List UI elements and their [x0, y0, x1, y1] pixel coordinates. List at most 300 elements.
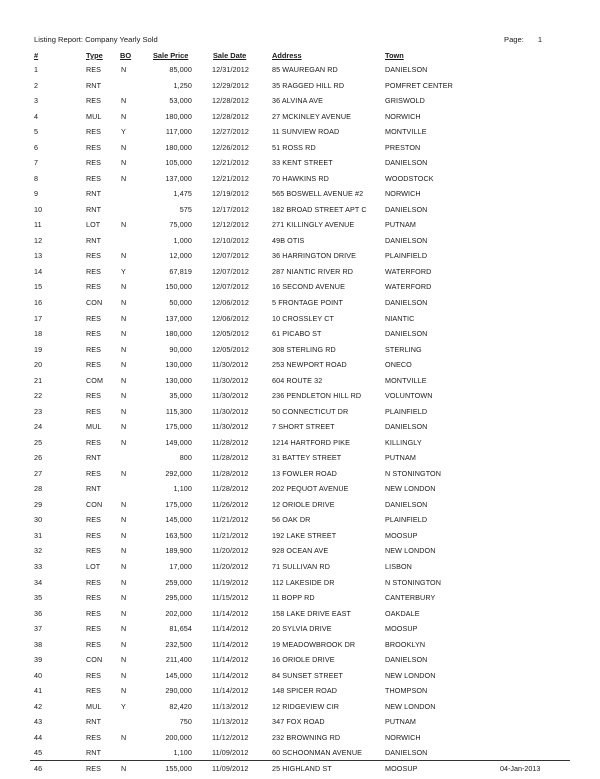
- row-number: 25: [34, 437, 43, 447]
- row-number: 6: [34, 142, 39, 152]
- row-number: 29: [34, 499, 43, 509]
- bo-flag: N: [121, 142, 127, 152]
- table-row: [0, 112, 600, 128]
- sale-price: 150,000: [165, 282, 192, 292]
- sale-price: 105,000: [165, 158, 192, 168]
- town: DANIELSON: [385, 204, 428, 214]
- sale-price: 75,000: [169, 220, 192, 230]
- address: 25 HIGHLAND ST: [272, 763, 332, 773]
- sale-date: 12/21/2012: [212, 158, 249, 168]
- table-row: [0, 329, 600, 345]
- property-type: RNT: [86, 484, 102, 494]
- row-number: 19: [34, 344, 43, 354]
- address: 308 STERLING RD: [272, 344, 336, 354]
- row-number: 23: [34, 406, 43, 416]
- sale-price: 232,500: [165, 639, 192, 649]
- row-number: 4: [34, 111, 39, 121]
- town: DANIELSON: [385, 422, 428, 432]
- sale-price: 575: [179, 204, 192, 214]
- property-type: CON: [86, 499, 103, 509]
- town: DANIELSON: [385, 499, 428, 509]
- bo-flag: N: [121, 111, 127, 121]
- property-type: RNT: [86, 717, 102, 727]
- property-type: RES: [86, 546, 102, 556]
- bo-flag: N: [121, 499, 127, 509]
- address: 347 FOX ROAD: [272, 717, 325, 727]
- row-number: 27: [34, 468, 43, 478]
- sale-date: 11/30/2012: [212, 391, 249, 401]
- table-row: [0, 500, 600, 516]
- sale-date: 11/13/2012: [212, 717, 249, 727]
- town: NORWICH: [385, 111, 421, 121]
- bo-flag: N: [121, 639, 127, 649]
- sale-date: 11/14/2012: [212, 624, 249, 634]
- town: WATERFORD: [385, 266, 432, 276]
- address: 85 WAUREGAN RD: [272, 65, 338, 74]
- sale-price: 90,000: [169, 344, 192, 354]
- row-number: 21: [34, 375, 43, 385]
- property-type: RNT: [86, 189, 102, 199]
- bo-flag: N: [121, 344, 127, 354]
- sale-date: 11/28/2012: [212, 437, 249, 447]
- row-number: 22: [34, 391, 43, 401]
- property-type: RES: [86, 251, 102, 261]
- bo-flag: N: [121, 670, 127, 680]
- town: NORWICH: [385, 732, 421, 742]
- sale-date: 11/28/2012: [212, 453, 249, 463]
- sale-date: 11/19/2012: [212, 577, 249, 587]
- property-type: RES: [86, 530, 102, 540]
- town: DANIELSON: [385, 65, 428, 74]
- bo-flag: N: [121, 468, 127, 478]
- sale-price: 82,420: [169, 701, 192, 711]
- column-header-sale-date: Sale Date: [213, 51, 247, 60]
- bo-flag: N: [121, 173, 127, 183]
- row-number: 28: [34, 484, 43, 494]
- table-row: [0, 469, 600, 485]
- town: PUTNAM: [385, 220, 416, 230]
- property-type: RES: [86, 639, 102, 649]
- town: DANIELSON: [385, 297, 428, 307]
- address: 11 BOPP RD: [272, 593, 315, 603]
- sale-price: 67,819: [169, 266, 192, 276]
- sale-date: 12/07/2012: [212, 251, 249, 261]
- bo-flag: N: [121, 360, 127, 370]
- sale-date: 11/09/2012: [212, 748, 249, 758]
- table-row: [0, 220, 600, 236]
- sale-date: 12/07/2012: [212, 282, 249, 292]
- row-number: 31: [34, 530, 43, 540]
- town: ONECO: [385, 360, 412, 370]
- sale-price: 53,000: [169, 96, 192, 106]
- address: 56 OAK DR: [272, 515, 311, 525]
- row-number: 46: [34, 763, 43, 773]
- sale-price: 292,000: [165, 468, 192, 478]
- sale-price: 35,000: [169, 391, 192, 401]
- table-row: [0, 733, 600, 749]
- sale-date: 12/26/2012: [212, 142, 249, 152]
- listing-table-body: [0, 65, 600, 779]
- town: STERLING: [385, 344, 422, 354]
- property-type: RES: [86, 96, 102, 106]
- sale-price: 85,000: [169, 65, 192, 74]
- property-type: RES: [86, 437, 102, 447]
- table-row: [0, 205, 600, 221]
- bo-flag: N: [121, 530, 127, 540]
- property-type: RES: [86, 65, 102, 74]
- report-title: Listing Report: Company Yearly Sold: [34, 35, 158, 44]
- address: 60 SCHOONMAN AVENUE: [272, 748, 363, 758]
- sale-price: 117,000: [165, 127, 192, 137]
- property-type: RES: [86, 670, 102, 680]
- column-header-sale-price: Sale Price: [153, 51, 189, 60]
- sale-date: 11/14/2012: [212, 686, 249, 696]
- table-row: [0, 686, 600, 702]
- bo-flag: N: [121, 686, 127, 696]
- sale-date: 11/21/2012: [212, 530, 249, 540]
- sale-date: 11/12/2012: [212, 732, 249, 742]
- town: DANIELSON: [385, 158, 428, 168]
- sale-price: 115,300: [165, 406, 192, 416]
- town: MOOSUP: [385, 530, 418, 540]
- property-type: LOT: [86, 220, 101, 230]
- bo-flag: N: [121, 297, 127, 307]
- row-number: 41: [34, 686, 43, 696]
- property-type: RES: [86, 468, 102, 478]
- sale-price: 12,000: [169, 251, 192, 261]
- sale-date: 11/28/2012: [212, 484, 249, 494]
- row-number: 15: [34, 282, 43, 292]
- property-type: RNT: [86, 748, 102, 758]
- sale-price: 175,000: [165, 499, 192, 509]
- footer-divider: [30, 760, 570, 761]
- address: 158 LAKE DRIVE EAST: [272, 608, 352, 618]
- bo-flag: Y: [121, 701, 126, 711]
- table-row: [0, 236, 600, 252]
- row-number: 39: [34, 655, 43, 665]
- property-type: CON: [86, 297, 103, 307]
- address: 31 BATTEY STREET: [272, 453, 342, 463]
- table-row: [0, 422, 600, 438]
- sale-price: 200,000: [165, 732, 192, 742]
- property-type: RES: [86, 624, 102, 634]
- sale-price: 149,000: [165, 437, 192, 447]
- town: DANIELSON: [385, 748, 428, 758]
- column-header-type: Type: [86, 51, 103, 60]
- town: MONTVILLE: [385, 375, 427, 385]
- address: 10 CROSSLEY CT: [272, 313, 334, 323]
- property-type: MUL: [86, 422, 102, 432]
- address: 287 NIANTIC RIVER RD: [272, 266, 354, 276]
- table-row: [0, 578, 600, 594]
- sale-date: 11/26/2012: [212, 499, 249, 509]
- property-type: RNT: [86, 235, 102, 245]
- bo-flag: N: [121, 624, 127, 634]
- row-number: 12: [34, 235, 43, 245]
- row-number: 5: [34, 127, 39, 137]
- row-number: 17: [34, 313, 43, 323]
- bo-flag: N: [121, 220, 127, 230]
- address: 192 LAKE STREET: [272, 530, 337, 540]
- table-row: [0, 609, 600, 625]
- row-number: 18: [34, 329, 43, 339]
- property-type: CON: [86, 655, 103, 665]
- town: NEW LONDON: [385, 546, 436, 556]
- bo-flag: Y: [121, 266, 126, 276]
- address: 16 ORIOLE DRIVE: [272, 655, 335, 665]
- table-row: [0, 624, 600, 640]
- town: OAKDALE: [385, 608, 420, 618]
- town: WATERFORD: [385, 282, 432, 292]
- sale-date: 11/14/2012: [212, 608, 249, 618]
- row-number: 44: [34, 732, 43, 742]
- property-type: RES: [86, 577, 102, 587]
- table-row: [0, 360, 600, 376]
- property-type: MUL: [86, 111, 102, 121]
- property-type: RNT: [86, 453, 102, 463]
- sale-price: 137,000: [165, 313, 192, 323]
- row-number: 42: [34, 701, 43, 711]
- address: 36 HARRINGTON DRIVE: [272, 251, 357, 261]
- address: 36 ALVINA AVE: [272, 96, 323, 106]
- sale-price: 1,000: [173, 235, 192, 245]
- table-row: [0, 174, 600, 190]
- bo-flag: N: [121, 422, 127, 432]
- town: NEW LONDON: [385, 670, 436, 680]
- town: MOOSUP: [385, 624, 418, 634]
- address: 13 FOWLER ROAD: [272, 468, 337, 478]
- sale-price: 202,000: [165, 608, 192, 618]
- sale-date: 12/19/2012: [212, 189, 249, 199]
- table-row: [0, 484, 600, 500]
- property-type: RES: [86, 127, 102, 137]
- property-type: RNT: [86, 204, 102, 214]
- column-header-address: Address: [272, 51, 302, 60]
- bo-flag: N: [121, 406, 127, 416]
- table-row: [0, 702, 600, 718]
- sale-price: 145,000: [165, 670, 192, 680]
- table-row: [0, 158, 600, 174]
- sale-date: 12/28/2012: [212, 111, 249, 121]
- property-type: RES: [86, 329, 102, 339]
- table-row: [0, 531, 600, 547]
- town: PLAINFIELD: [385, 251, 428, 261]
- page-label: Page:: [504, 35, 524, 44]
- address: 84 SUNSET STREET: [272, 670, 343, 680]
- table-row: [0, 282, 600, 298]
- sale-date: 12/17/2012: [212, 204, 249, 214]
- sale-date: 11/28/2012: [212, 468, 249, 478]
- bo-flag: N: [121, 593, 127, 603]
- address: 11 SUNVIEW ROAD: [272, 127, 340, 137]
- property-type: LOT: [86, 562, 101, 571]
- sale-price: 189,900: [165, 546, 192, 556]
- sale-price: 180,000: [165, 142, 192, 152]
- table-row: [0, 748, 600, 764]
- town: PRESTON: [385, 142, 421, 152]
- sale-date: 11/30/2012: [212, 422, 249, 432]
- row-number: 7: [34, 158, 39, 168]
- table-row: [0, 593, 600, 609]
- town: MONTVILLE: [385, 127, 427, 137]
- sale-price: 295,000: [165, 593, 192, 603]
- table-row: [0, 267, 600, 283]
- sale-date: 12/05/2012: [212, 344, 249, 354]
- sale-date: 12/12/2012: [212, 220, 249, 230]
- address: 35 RAGGED HILL RD: [272, 80, 345, 90]
- town: POMFRET CENTER: [385, 80, 453, 90]
- sale-price: 1,100: [173, 748, 192, 758]
- bo-flag: N: [121, 562, 127, 571]
- sale-price: 130,000: [165, 360, 192, 370]
- column-header-bo: BO: [120, 51, 132, 60]
- property-type: RES: [86, 360, 102, 370]
- bo-flag: N: [121, 577, 127, 587]
- bo-flag: N: [121, 158, 127, 168]
- sale-date: 11/15/2012: [212, 593, 249, 603]
- column-header-number: #: [34, 51, 39, 60]
- town: DANIELSON: [385, 655, 428, 665]
- address: 565 BOSWELL AVENUE #2: [272, 189, 364, 199]
- property-type: RES: [86, 406, 102, 416]
- table-row: [0, 438, 600, 454]
- town: THOMPSON: [385, 686, 428, 696]
- footer-date: 04-Jan-2013: [500, 764, 541, 773]
- row-number: 14: [34, 266, 43, 276]
- address: 27 MCKINLEY AVENUE: [272, 111, 352, 121]
- sale-price: 175,000: [165, 422, 192, 432]
- address: 112 LAKESIDE DR: [272, 577, 335, 587]
- sale-price: 81,654: [169, 624, 192, 634]
- town: DANIELSON: [385, 235, 428, 245]
- sale-price: 290,000: [165, 686, 192, 696]
- sale-date: 12/10/2012: [212, 235, 249, 245]
- bo-flag: Y: [121, 127, 126, 137]
- sale-price: 1,475: [173, 189, 192, 199]
- property-type: RES: [86, 732, 102, 742]
- row-number: 13: [34, 251, 43, 261]
- table-row: [0, 65, 600, 81]
- sale-price: 259,000: [165, 577, 192, 587]
- town: KILLINGLY: [385, 437, 422, 447]
- table-row: [0, 251, 600, 267]
- bo-flag: N: [121, 65, 127, 74]
- table-row: [0, 345, 600, 361]
- property-type: RES: [86, 142, 102, 152]
- table-row: [0, 314, 600, 330]
- sale-date: 12/06/2012: [212, 313, 249, 323]
- bo-flag: N: [121, 329, 127, 339]
- address: 49B OTIS: [272, 235, 305, 245]
- row-number: 40: [34, 670, 43, 680]
- sale-date: 11/14/2012: [212, 670, 249, 680]
- town: PLAINFIELD: [385, 515, 428, 525]
- town: BROOKLYN: [385, 639, 426, 649]
- property-type: RES: [86, 344, 102, 354]
- property-type: RES: [86, 593, 102, 603]
- sale-date: 12/05/2012: [212, 329, 249, 339]
- table-row: [0, 298, 600, 314]
- sale-date: 11/30/2012: [212, 406, 249, 416]
- table-row: [0, 376, 600, 392]
- row-number: 24: [34, 422, 43, 432]
- sale-price: 800: [179, 453, 192, 463]
- row-number: 11: [34, 220, 42, 230]
- address: 604 ROUTE 32: [272, 375, 323, 385]
- bo-flag: N: [121, 96, 127, 106]
- town: MOOSUP: [385, 763, 418, 773]
- town: NORWICH: [385, 189, 421, 199]
- address: 12 RIDGEVIEW CIR: [272, 701, 340, 711]
- sale-date: 11/30/2012: [212, 360, 249, 370]
- town: GRISWOLD: [385, 96, 425, 106]
- address: 253 NEWPORT ROAD: [272, 360, 347, 370]
- address: 16 SECOND AVENUE: [272, 282, 345, 292]
- row-number: 26: [34, 453, 43, 463]
- row-number: 30: [34, 515, 43, 525]
- page-indicator: [504, 35, 542, 44]
- address: 232 BROWNING RD: [272, 732, 341, 742]
- bo-flag: N: [121, 313, 127, 323]
- sale-price: 750: [179, 717, 192, 727]
- bo-flag: N: [121, 251, 127, 261]
- row-number: 32: [34, 546, 43, 556]
- row-number: 16: [34, 297, 43, 307]
- row-number: 8: [34, 173, 39, 183]
- table-row: [0, 407, 600, 423]
- sale-date: 11/20/2012: [212, 546, 249, 556]
- sale-date: 12/07/2012: [212, 266, 249, 276]
- address: 236 PENDLETON HILL RD: [272, 391, 362, 401]
- sale-price: 163,500: [165, 530, 192, 540]
- sale-price: 1,100: [173, 484, 192, 494]
- sale-price: 180,000: [165, 111, 192, 121]
- sale-price: 155,000: [165, 763, 192, 773]
- property-type: RES: [86, 266, 102, 276]
- row-number: 35: [34, 593, 43, 603]
- bo-flag: N: [121, 732, 127, 742]
- town: NEW LONDON: [385, 701, 436, 711]
- property-type: COM: [86, 375, 104, 385]
- sale-date: 12/27/2012: [212, 127, 249, 137]
- address: 928 OCEAN AVE: [272, 546, 329, 556]
- town: CANTERBURY: [385, 593, 436, 603]
- property-type: RES: [86, 158, 102, 168]
- row-number: 43: [34, 717, 43, 727]
- table-row: [0, 96, 600, 112]
- property-type: RES: [86, 763, 102, 773]
- table-row: [0, 717, 600, 733]
- town: PLAINFIELD: [385, 406, 428, 416]
- property-type: RES: [86, 391, 102, 401]
- town: N STONINGTON: [385, 468, 442, 478]
- town: DANIELSON: [385, 329, 428, 339]
- table-row: [0, 546, 600, 562]
- table-row: [0, 562, 600, 578]
- sale-date: 11/20/2012: [212, 562, 249, 571]
- property-type: RNT: [86, 80, 102, 90]
- row-number: 10: [34, 204, 43, 214]
- address: 12 ORIOLE DRIVE: [272, 499, 335, 509]
- sale-date: 12/21/2012: [212, 173, 249, 183]
- bo-flag: N: [121, 375, 127, 385]
- address: 20 SYLVIA DRIVE: [272, 624, 332, 634]
- sale-price: 130,000: [165, 375, 192, 385]
- sale-price: 180,000: [165, 329, 192, 339]
- sale-price: 50,000: [169, 297, 192, 307]
- property-type: RES: [86, 313, 102, 323]
- bo-flag: N: [121, 437, 127, 447]
